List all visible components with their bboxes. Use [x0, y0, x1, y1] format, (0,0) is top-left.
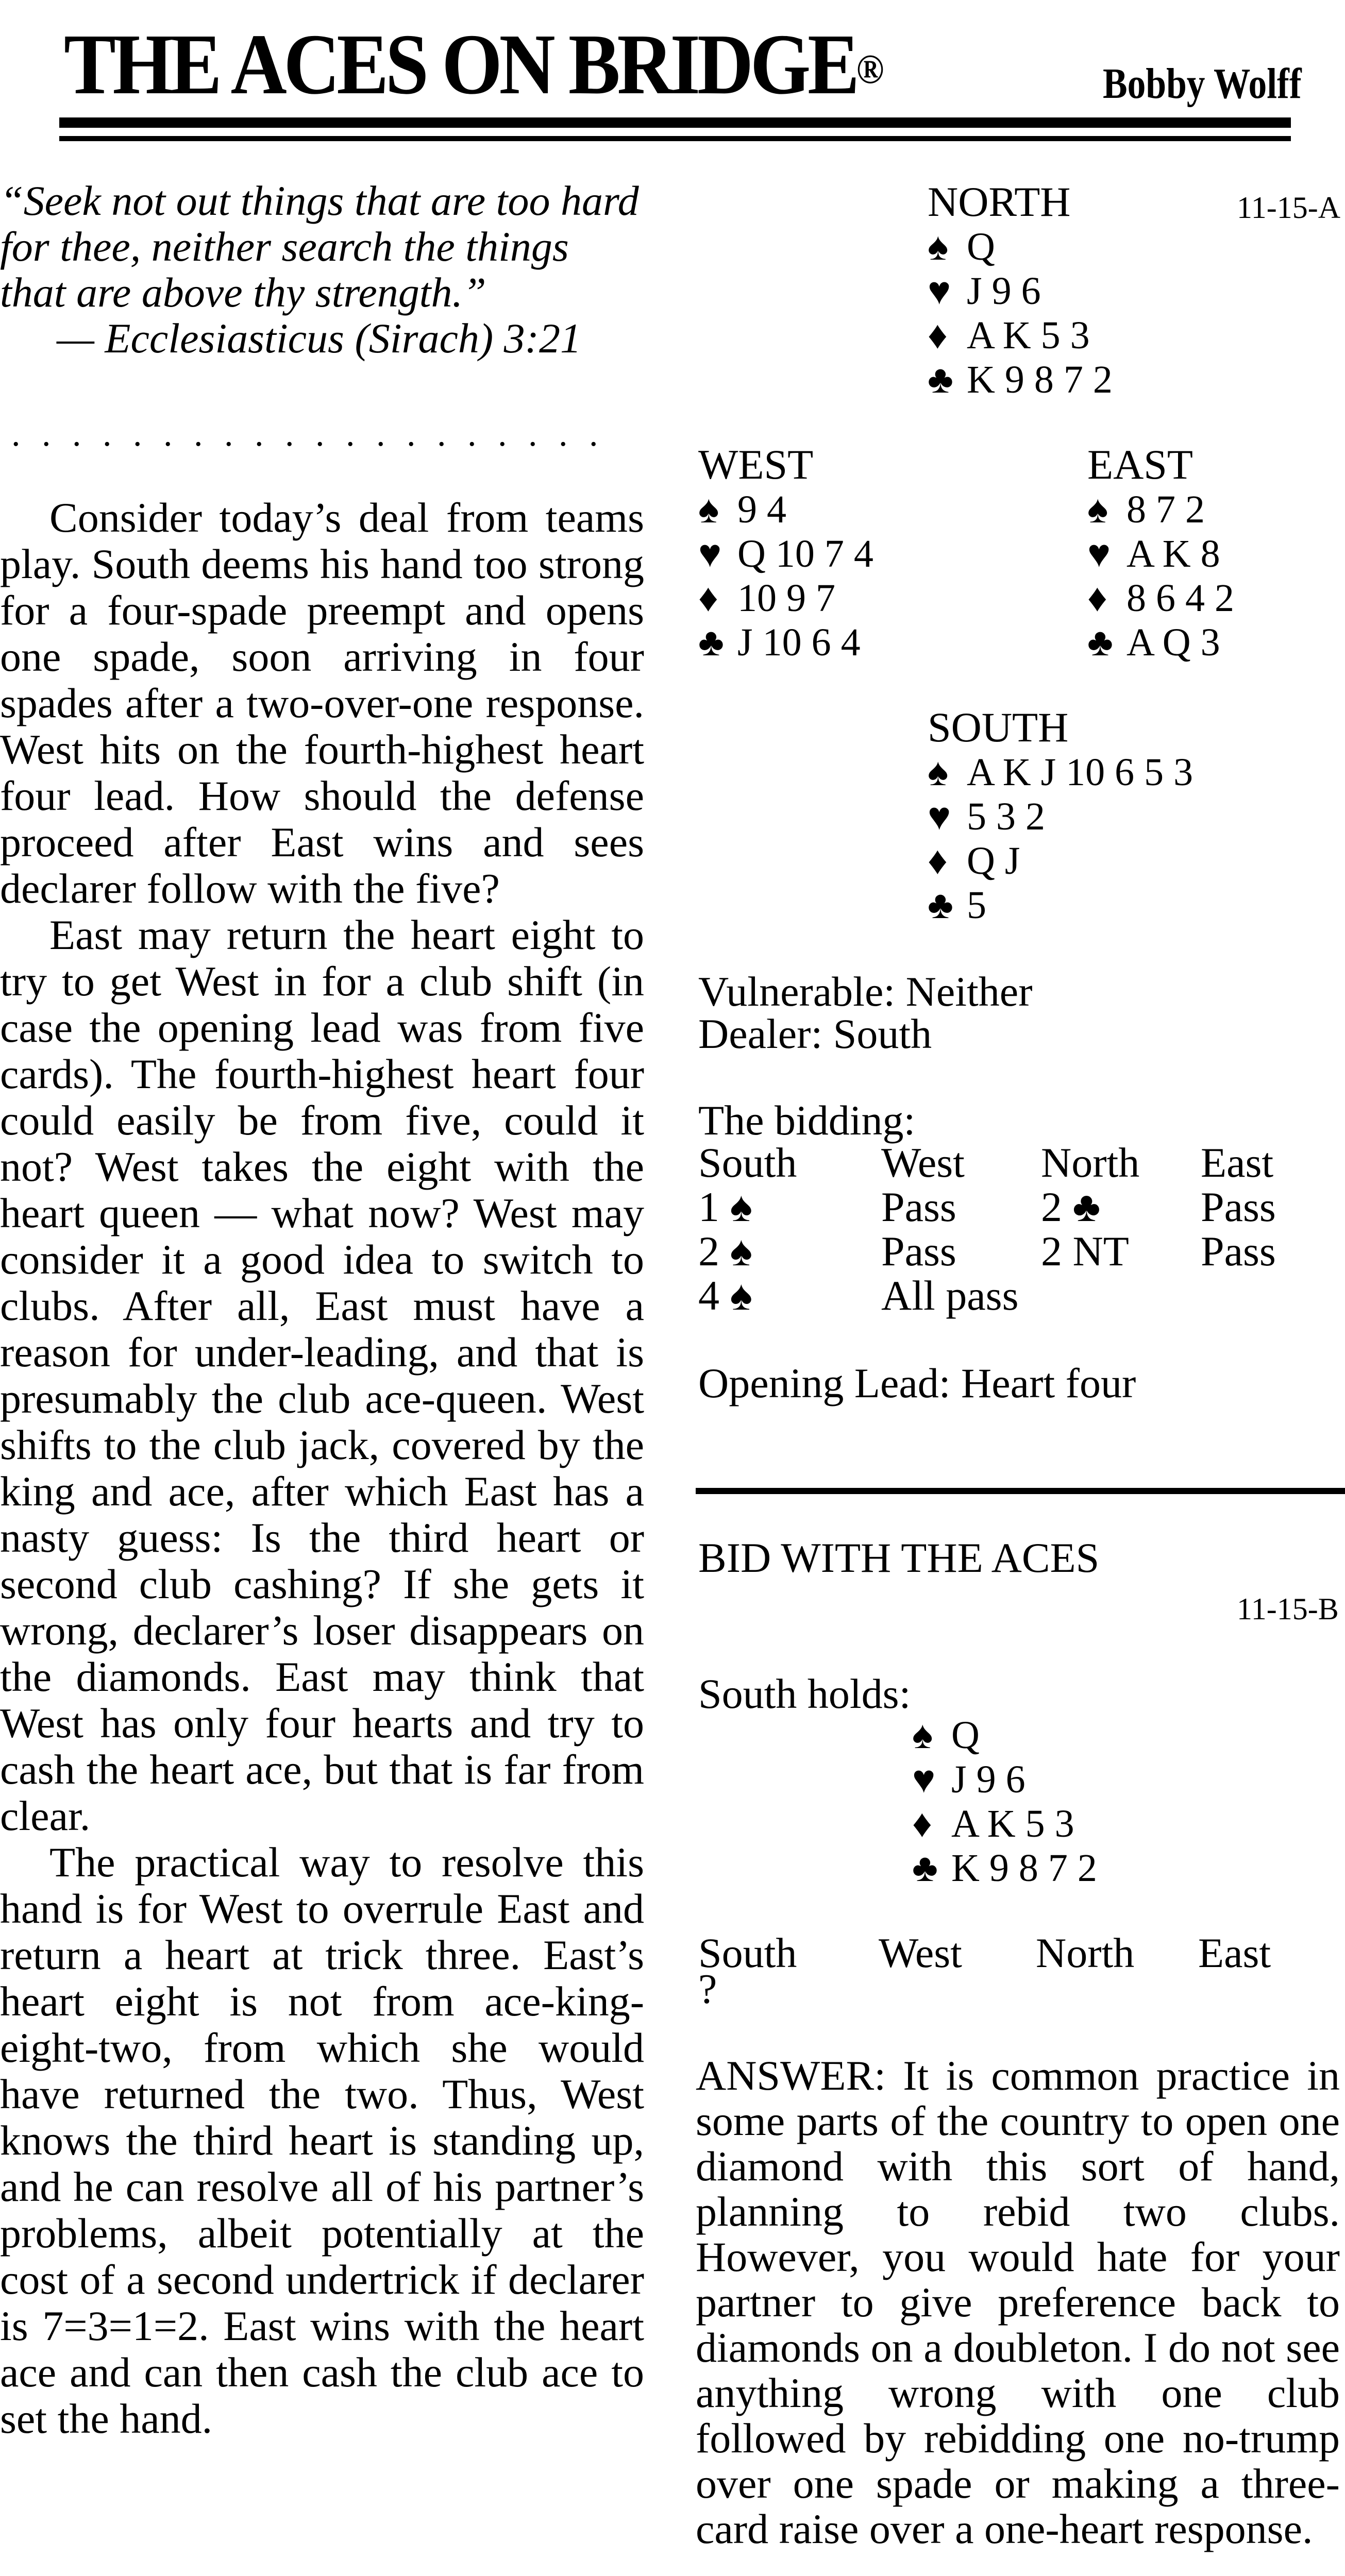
north-hearts [928, 269, 1113, 313]
deal-code: 11-15-A [1237, 191, 1341, 225]
problem-clubs [912, 1846, 1097, 1890]
east-hearts [1087, 532, 1234, 576]
diamond-icon: ♦ [928, 314, 948, 357]
east-spades-cards: 8 7 2 [1127, 488, 1205, 531]
north-clubs-cards: K 9 8 7 2 [967, 358, 1113, 401]
epigraph [0, 178, 644, 361]
bid-cell: 2 NT [1041, 1228, 1129, 1275]
north-hand [928, 179, 1113, 402]
north-spades [928, 225, 1113, 269]
problem-header-north: North [1036, 1929, 1135, 1976]
west-clubs-cards: J 10 6 4 [737, 621, 861, 664]
east-hearts-cards: A K 8 [1127, 532, 1220, 575]
diamond-icon: ♦ [698, 577, 718, 620]
diamond-icon: ♦ [928, 839, 948, 883]
west-spades-cards: 9 4 [737, 488, 786, 531]
north-diamonds-cards: A K 5 3 [967, 314, 1090, 357]
club-icon: ♣ [698, 621, 724, 664]
east-clubs-cards: A Q 3 [1127, 621, 1220, 664]
east-spades [1087, 487, 1234, 532]
heart-icon: ♥ [1087, 532, 1111, 575]
east-diamonds [1087, 576, 1234, 620]
dealer: Dealer: South [698, 1010, 932, 1057]
south-hearts-cards: 5 3 2 [967, 795, 1045, 838]
bidding-title: The bidding: [698, 1097, 916, 1144]
west-hand [698, 442, 873, 665]
answer-text: ANSWER: It is common practice in some parts of the country to open one diamond with this sort of hand, planning to rebid two clubs. However, you would hate for your partner to give preference back to diamonds on a doubleton. I do not see anything wrong with one club followed by rebidding one no-trump over one spade or making a three-card raise over a one-heart response. [696, 2052, 1340, 2552]
south-clubs-cards: 5 [967, 884, 986, 927]
south-diamonds-cards: Q J [967, 839, 1020, 883]
south-hand [928, 705, 1193, 927]
east-hand [1087, 442, 1234, 665]
south-clubs [928, 883, 1193, 927]
bidding-header-south: South [698, 1139, 797, 1186]
bid-with-aces-title: BID WITH THE ACES [698, 1534, 1100, 1581]
spade-icon: ♠ [1087, 488, 1108, 531]
opening-lead: Opening Lead: Heart four [698, 1360, 1136, 1406]
north-hearts-cards: J 9 6 [967, 269, 1041, 313]
bid-cell: All pass [881, 1272, 1019, 1319]
club-icon: ♣ [928, 358, 953, 401]
epigraph-attribution: — Ecclesiasticus (Sirach) 3:21 [57, 315, 581, 362]
south-spades [928, 750, 1193, 794]
problem-spades-cards: Q [951, 1714, 980, 1757]
spade-icon: ♠ [912, 1714, 933, 1757]
bid-cell: 2 ♣ [1041, 1183, 1101, 1230]
spade-icon: ♠ [928, 225, 949, 268]
epigraph-text: “Seek not out things that are too hard for thee, neither search the things that are above thy strength.” [0, 177, 639, 316]
bid-cell: Pass [881, 1183, 956, 1230]
section-divider [696, 1488, 1345, 1494]
column-title [64, 16, 884, 112]
problem-south-bid: ? [698, 1965, 717, 2012]
heart-icon: ♥ [928, 795, 951, 838]
west-label: WEST [698, 441, 814, 488]
heart-icon: ♥ [928, 269, 951, 313]
west-diamonds [698, 576, 873, 620]
club-icon: ♣ [928, 884, 953, 927]
north-clubs [928, 358, 1113, 402]
article-body [0, 495, 644, 2442]
bid-problem-code: 11-15-B [1237, 1592, 1339, 1626]
south-spades-cards: A K J 10 6 5 3 [967, 751, 1193, 794]
heart-icon: ♥ [912, 1758, 936, 1801]
bidding-header-west: West [881, 1139, 965, 1186]
north-label: NORTH [928, 178, 1071, 225]
west-spades [698, 487, 873, 532]
problem-header-south: South [698, 1929, 797, 1976]
bidding-table [698, 1141, 1342, 1321]
bid-cell: Pass [1201, 1183, 1276, 1230]
column-title-text: THE ACES ON BRIDGE [64, 16, 856, 112]
problem-diamonds [912, 1802, 1097, 1846]
east-clubs [1087, 620, 1234, 665]
south-holds-label: South holds: [698, 1670, 911, 1717]
heart-icon: ♥ [698, 532, 722, 575]
problem-header-east: East [1198, 1929, 1271, 1976]
bid-cell: Pass [1201, 1228, 1276, 1275]
south-diamonds [928, 839, 1193, 883]
south-hearts [928, 794, 1193, 839]
article-paragraph: East may return the heart eight to try to get West in for a club shift (in case the opening lead was from five cards). The fourth-highest heart four could easily be from five, could it not? West takes the eight with the heart queen — what now? West may consider it a good idea to switch to clubs. After all, East must have a reason for under-leading, and that is presumably the club ace-queen. West shifts to the club jack, covered by the king and ace, after which East has a nasty guess: Is the third heart or second club cashing? If she gets it wrong, declarer’s loser disappears on the diamonds. East may think that West has only four hearts and try to cash the heart ace, but that is far from clear. [0, 911, 644, 1839]
bid-cell: 1 ♠ [698, 1183, 753, 1230]
problem-diamonds-cards: A K 5 3 [951, 1802, 1074, 1845]
north-diamonds [928, 313, 1113, 358]
problem-header-west: West [879, 1929, 962, 1976]
north-spades-cards: Q [967, 225, 995, 268]
diamond-icon: ♦ [1087, 577, 1107, 620]
header-rule-thick [59, 117, 1291, 128]
header-rule-thin [59, 136, 1291, 141]
east-label: EAST [1087, 441, 1193, 488]
club-icon: ♣ [1087, 621, 1113, 664]
diamond-icon: ♦ [912, 1802, 932, 1845]
problem-clubs-cards: K 9 8 7 2 [951, 1846, 1097, 1890]
author-byline: Bobby Wolff [1103, 60, 1302, 108]
club-icon: ♣ [912, 1846, 938, 1890]
west-hearts-cards: Q 10 7 4 [737, 532, 873, 575]
west-hearts [698, 532, 873, 576]
problem-hearts-cards: J 9 6 [951, 1758, 1025, 1801]
registered-mark: ® [856, 47, 884, 92]
vulnerability: Vulnerable: Neither [698, 968, 1033, 1015]
south-label: SOUTH [928, 704, 1069, 751]
bid-cell: 4 ♠ [698, 1272, 753, 1319]
bidding-header-north: North [1041, 1139, 1140, 1186]
west-clubs [698, 620, 873, 665]
spade-icon: ♠ [698, 488, 719, 531]
article-paragraph: Consider today’s deal from teams play. South deems his hand too strong for a four-spade preempt and opens one spade, soon arriving in four spades after a two-over-one response. West hits on the fourth-highest heart four lead. How should the defense proceed after East wins and sees declarer follow with the five? [0, 494, 644, 912]
west-diamonds-cards: 10 9 7 [737, 577, 835, 620]
article-paragraph: The practical way to resolve this hand is for West to overrule East and return a heart at trick three. East’s heart eight is not from ace-king-eight-two, from which she would have returned the two. Thus, West knows the third heart is standing up, and he can resolve all of his partner’s problems, albeit potentially at the cost of a second undertrick if declarer is 7=3=1=2. East wins with the heart ace and can then cash the club ace to set the hand. [0, 1839, 644, 2442]
problem-hearts [912, 1757, 1097, 1802]
problem-spades [912, 1713, 1097, 1757]
spade-icon: ♠ [928, 751, 949, 794]
bid-cell: Pass [881, 1228, 956, 1275]
problem-hand [912, 1713, 1097, 1890]
dotted-separator: . . . . . . . . . . . . . . . . . . . . [11, 419, 604, 450]
east-diamonds-cards: 8 6 4 2 [1127, 577, 1234, 620]
bid-cell: 2 ♠ [698, 1228, 753, 1275]
bidding-header-east: East [1201, 1139, 1274, 1186]
problem-bidding [698, 1931, 1342, 2024]
